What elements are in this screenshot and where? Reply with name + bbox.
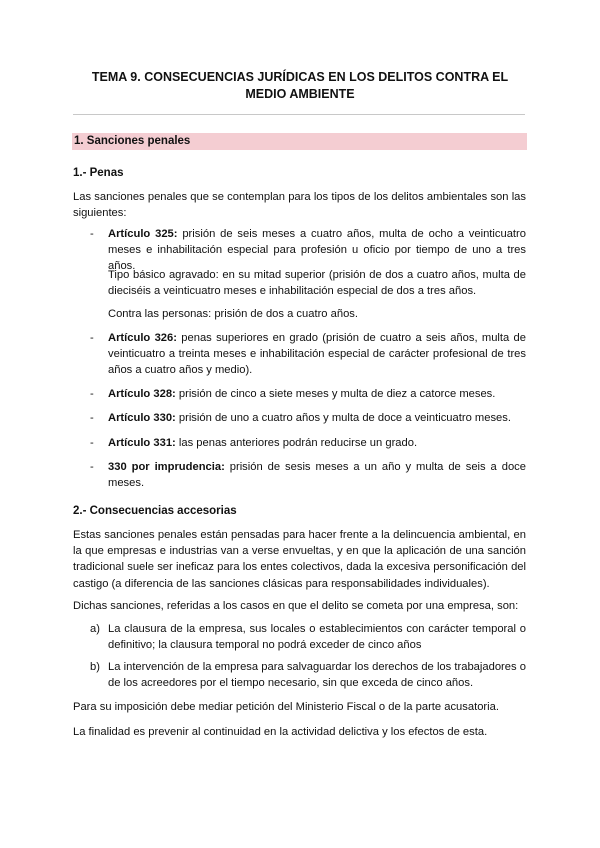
document-title: TEMA 9. CONSECUENCIAS JURÍDICAS EN LOS DELITOS CONTRA EL MEDIO AMBIENTE — [91, 70, 509, 101]
item-label: Artículo 330: — [108, 412, 176, 424]
item-text: penas superiores en grado (prisión de cuatro a seis años, multa de veinticuatro a treinta meses e inhabilitación especial de carácter profesional de tres años a cuatro años y medio). — [108, 332, 526, 377]
section-heading: 1. Sanciones penales — [74, 135, 191, 147]
section-heading-bar — [72, 133, 527, 150]
list-dash: - — [90, 388, 94, 400]
item-text: prisión de uno a cuatro años y multa de doce a veinticuatro meses. — [175, 412, 511, 424]
item-label: Artículo 326: — [108, 332, 177, 344]
subheading-penas: 1.- Penas — [73, 167, 124, 179]
subheading-consecuencias: 2.- Consecuencias accesorias — [73, 505, 237, 517]
list-item-text: La intervención de la empresa para salvaguardar los derechos de los trabajadores o de los acreedores por el tiempo necesario, sin que exceda de cinco años. — [108, 661, 526, 690]
ordered-list-item — [90, 659, 526, 691]
list-marker: b) — [90, 661, 100, 673]
list-item — [90, 330, 526, 379]
paragraph: La finalidad es prevenir al continuidad en la actividad delictiva y los efectos de esta. — [73, 726, 488, 738]
list-item — [90, 386, 526, 402]
list-dash: - — [90, 461, 94, 473]
item-text: las penas anteriores podrán reducirse un grado. — [175, 437, 418, 449]
art325-subparagraph: Contra las personas: prisión de dos a cuatro años. — [108, 308, 358, 320]
art325-subparagraph: Tipo básico agravado: en su mitad superior (prisión de dos a cuatro años, multa de dieciséis a veinticuatro meses e inhabilitación especial de dos a tres años. — [108, 269, 526, 298]
item-label: Artículo 328: — [108, 388, 176, 400]
intro-paragraph: Las sanciones penales que se contemplan para los tipos de los delitos ambientales son las siguientes: — [73, 191, 526, 220]
ordered-list-item — [90, 621, 526, 653]
list-dash: - — [90, 332, 94, 344]
item-label: Artículo 331: — [108, 437, 176, 449]
item-label: Artículo 325: — [108, 228, 178, 240]
list-item — [90, 435, 526, 451]
list-item-text: La clausura de la empresa, sus locales o establecimientos con carácter temporal o definitivo; la clausura temporal no podrá exceder de cinco años — [108, 623, 526, 652]
list-marker: a) — [90, 623, 100, 635]
item-text: prisión de sesis meses a un año y multa de seis a doce meses. — [108, 461, 526, 490]
list-dash: - — [90, 228, 94, 240]
item-text: prisión de seis meses a cuatro años, multa de ocho a veinticuatro meses e inhabilitación especial para profesión u oficio por tiempo de uno a tres años. — [108, 228, 526, 273]
item-text: prisión de cinco a siete meses y multa de diez a catorce meses. — [175, 388, 496, 400]
list-dash: - — [90, 437, 94, 449]
paragraph: Dichas sanciones, referidas a los casos en que el delito se cometa por una empresa, son: — [73, 600, 519, 612]
title-divider — [73, 114, 525, 115]
list-item — [90, 459, 526, 491]
list-dash: - — [90, 412, 94, 424]
list-item — [90, 410, 526, 426]
paragraph: Para su imposición debe mediar petición del Ministerio Fiscal o de la parte acusatoria. — [73, 701, 499, 713]
paragraph: Estas sanciones penales están pensadas para hacer frente a la delincuencia ambiental, en la que empresas e industrias van a verse envueltas, y en que la aplicación de una sanción tradicional suele ser ineficaz para los entes colectivos, dada la excesiva personificación del castigo (a diferencia de las sanciones clásicas para responsabilidades individuales). — [73, 529, 526, 590]
item-label: 330 por imprudencia: — [108, 461, 225, 473]
